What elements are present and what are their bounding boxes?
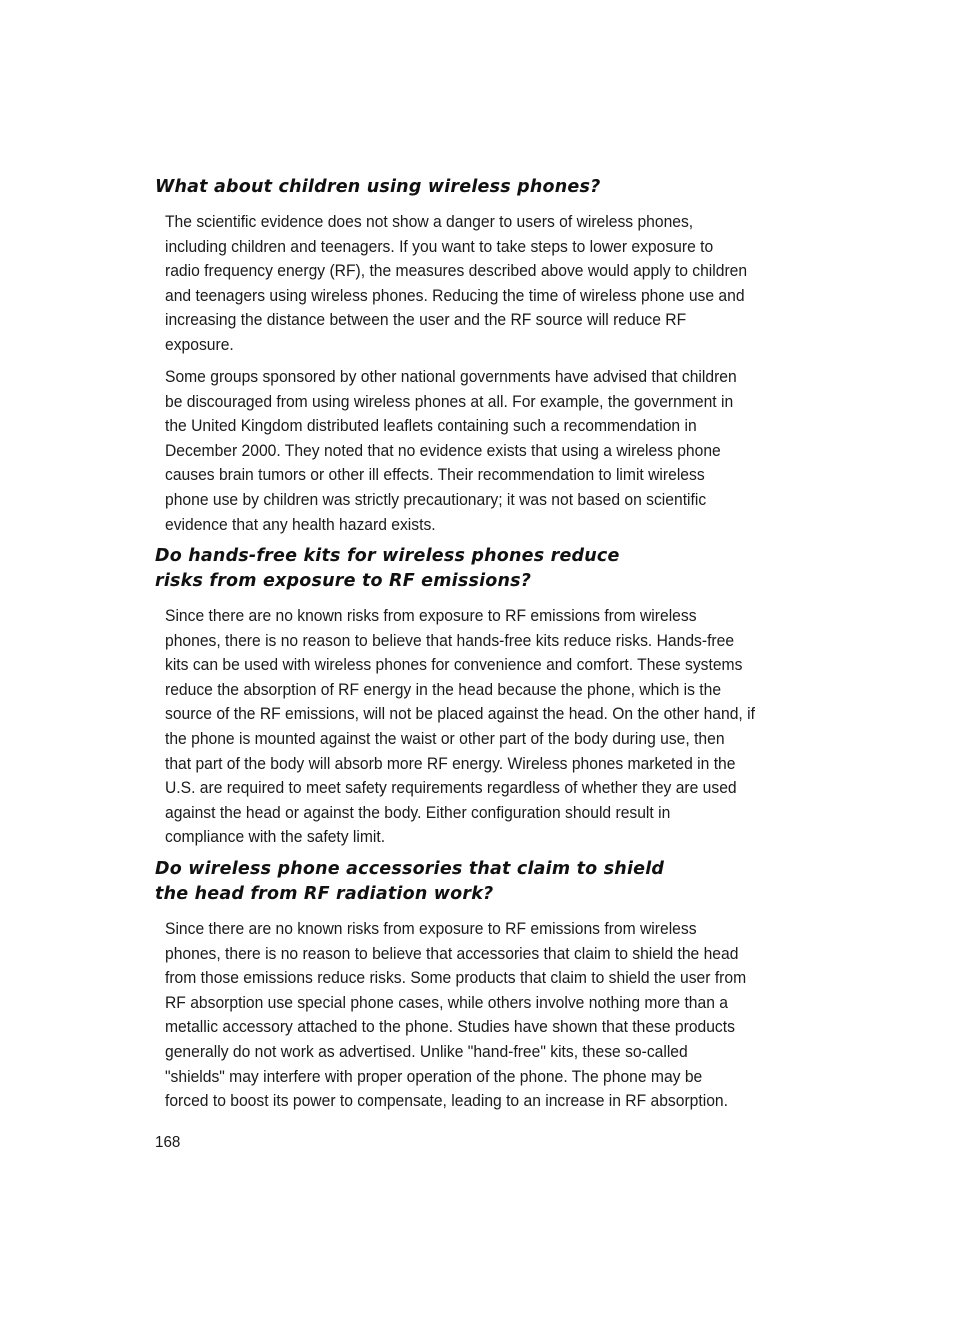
heading-line: Do hands-free kits for wireless phones reduce [155, 546, 620, 566]
paragraph-children-governments [165, 365, 770, 537]
text-line: forced to boost its power to compensate, leading to an increase in RF absorption. [165, 1092, 728, 1111]
heading-shield-accessories [155, 857, 664, 907]
text-line: phone use by children was strictly precautionary; it was not based on scientific [165, 490, 707, 509]
text-line: the phone is mounted against the waist or other part of the body during use, then [165, 729, 725, 748]
text-line: metallic accessory attached to the phone. Studies have shown that these products [165, 1018, 735, 1037]
text-line: evidence that any health hazard exists. [165, 515, 436, 534]
heading-line: Do wireless phone accessories that claim to shield [155, 859, 665, 879]
heading-line: What about children using wireless phones? [155, 177, 601, 197]
page-number: 168 [155, 1134, 181, 1151]
text-line: reduce the absorption of RF energy in the head because the phone, which is the [165, 680, 722, 699]
paragraph-children-evidence [165, 210, 770, 358]
text-line: exposure. [165, 335, 234, 354]
paragraph-shield-accessories [165, 917, 770, 1114]
text-line: December 2000. They noted that no evidence exists that using a wireless phone [165, 441, 721, 460]
text-line: phones, there is no reason to believe that accessories that claim to shield the head [165, 944, 739, 963]
text-line: that part of the body will absorb more RF energy. Wireless phones marketed in the [165, 754, 736, 773]
text-line: from those emissions reduce risks. Some products that claim to shield the user from [165, 969, 747, 988]
paragraph-hands-free-kits [165, 604, 770, 850]
text-line: against the head or against the body. Either configuration should result in [165, 803, 671, 822]
text-line: source of the RF emissions, will not be placed against the head. On the other hand, if [165, 705, 755, 724]
text-line: kits can be used with wireless phones for convenience and comfort. These systems [165, 656, 743, 675]
text-line: "shields" may interfere with proper operation of the phone. The phone may be [165, 1067, 703, 1086]
text-line: including children and teenagers. If you want to take steps to lower exposure to [165, 237, 714, 256]
heading-children-wireless-phones [155, 175, 600, 200]
text-line: increasing the distance between the user and the RF source will reduce RF [165, 311, 687, 330]
heading-line: risks from exposure to RF emissions? [155, 571, 532, 591]
text-line: Some groups sponsored by other national governments have advised that children [165, 368, 737, 386]
text-line: U.S. are required to meet safety requirements regardless of whether they are used [165, 779, 737, 798]
text-line: generally do not work as advertised. Unlike "hand-free" kits, these so-called [165, 1042, 688, 1061]
text-line: the United Kingdom distributed leaflets containing such a recommendation in [165, 417, 697, 436]
text-line: be discouraged from using wireless phones at all. For example, the government in [165, 392, 734, 411]
text-line: Since there are no known risks from exposure to RF emissions from wireless [165, 607, 697, 625]
text-line: causes brain tumors or other ill effects. Their recommendation to limit wireless [165, 466, 705, 485]
text-line: Since there are no known risks from exposure to RF emissions from wireless [165, 920, 697, 938]
text-line: radio frequency energy (RF), the measures described above would apply to children [165, 262, 748, 281]
text-line: RF absorption use special phone cases, while others involve nothing more than a [165, 993, 728, 1012]
text-line: The scientific evidence does not show a danger to users of wireless phones, [165, 213, 694, 231]
text-line: compliance with the safety limit. [165, 828, 386, 847]
heading-hands-free-kits [155, 544, 620, 594]
text-line: phones, there is no reason to believe that hands-free kits reduce risks. Hands-free [165, 631, 735, 650]
heading-line: the head from RF radiation work? [155, 884, 494, 904]
text-line: and teenagers using wireless phones. Reducing the time of wireless phone use and [165, 286, 745, 305]
